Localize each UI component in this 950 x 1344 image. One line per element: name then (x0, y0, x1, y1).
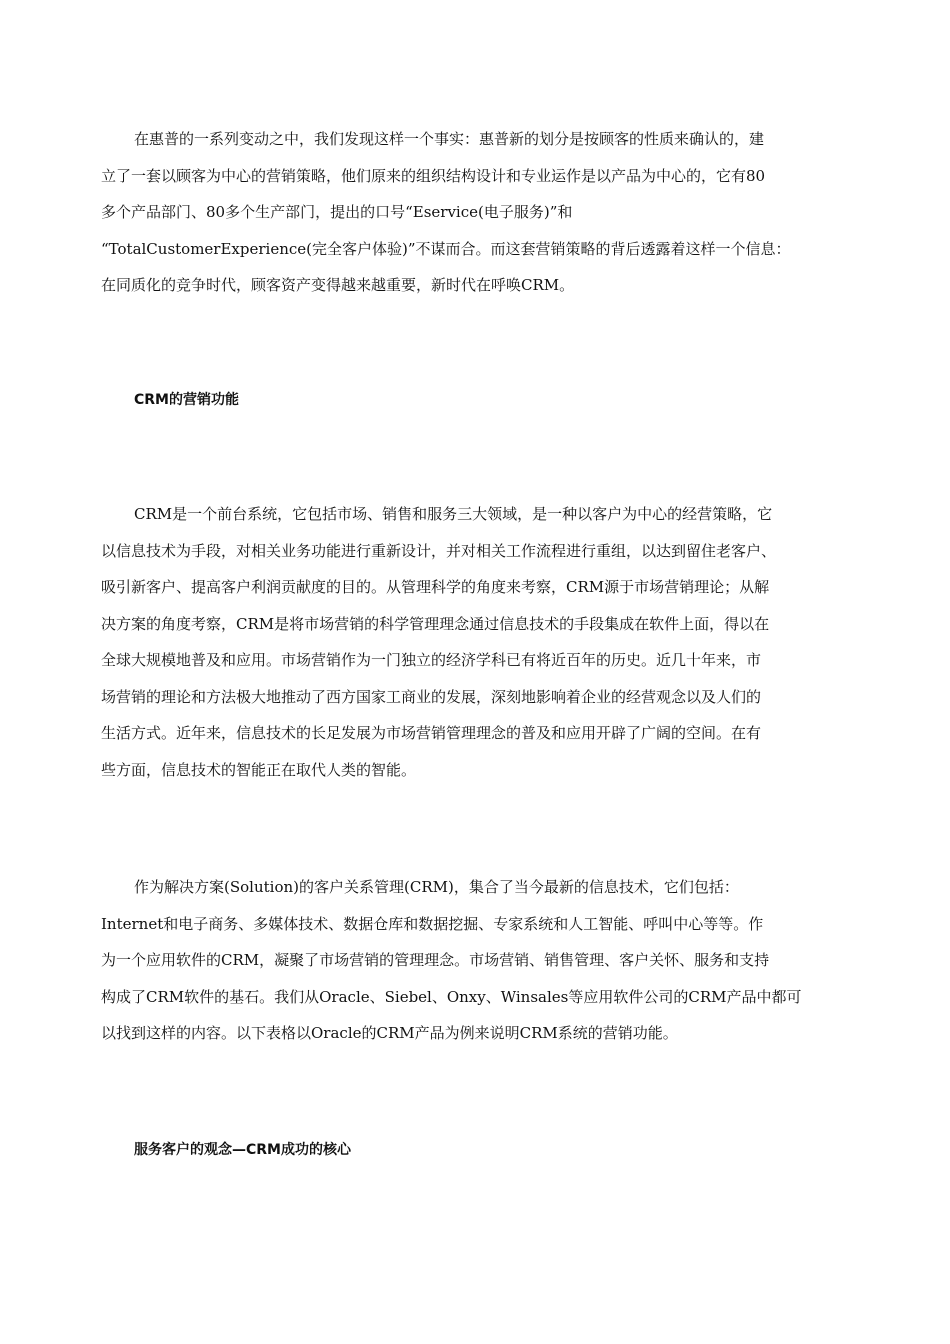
paragraph-line: 些方面，信息技术的智能正在取代人类的智能。 (101, 760, 417, 779)
paragraph-crm-definition (101, 496, 861, 788)
paragraph-line: 立了一套以顾客为中心的营销策略，他们原来的组织结构设计和专业运作是以产品为中心的，它有80 (101, 166, 766, 185)
paragraph-line: 多个产品部门、80多个生产部门，提出的口号“Eservice(电子服务)”和 (101, 203, 573, 221)
paragraph-line: 在惠普的一系列变动之中，我们发现这样一个事实：惠普新的划分是按顾客的性质来确认的，建 (134, 130, 765, 148)
paragraph-line: 吸引新客户、提高客户利润贡献度的目的。从管理科学的角度来考察，CRM源于市场营销理论；从解 (101, 578, 770, 596)
paragraph-line: “TotalCustomerExperience(完全客户体验)”不谋而合。而这套营销策略的背后透露着这样一个信息： (101, 239, 791, 258)
paragraph-line: 场营销的理论和方法极大地推动了西方国家工商业的发展，深刻地影响着企业的经营观念以及人们的 (101, 687, 762, 706)
section-heading-crm-marketing: CRM的营销功能 (134, 392, 239, 408)
section-heading-customer-service: 服务客户的观念—CRM成功的核心 (134, 1142, 351, 1158)
paragraph-crm-solution (101, 869, 861, 1052)
paragraph-line: 决方案的角度考察，CRM是将市场营销的科学管理理念通过信息技术的手段集成在软件上面，得以在 (101, 614, 770, 633)
paragraph-line: 作为解决方案(Solution)的客户关系管理(CRM)，集合了当今最新的信息技术，它们包括： (134, 878, 739, 896)
paragraph-line: 构成了CRM软件的基石。我们从Oracle、Siebel、Onxy、Winsales等应用软件公司的CRM产品中都可 (101, 987, 802, 1006)
paragraph-line: 为一个应用软件的CRM，凝聚了市场营销的管理理念。市场营销、销售管理、客户关怀、服务和支持 (101, 951, 770, 969)
paragraph-line: 在同质化的竞争时代，顾客资产变得越来越重要，新时代在呼唤CRM。 (101, 276, 575, 294)
paragraph-line: Internet和电子商务、多媒体技术、数据仓库和数据挖掘、专家系统和人工智能、呼叫中心等等。作 (101, 914, 764, 933)
paragraph-line: 生活方式。近年来，信息技术的长足发展为市场营销管理理念的普及和应用开辟了广阔的空间。在有 (101, 724, 762, 742)
paragraph-line: 以信息技术为手段，对相关业务功能进行重新设计，并对相关工作流程进行重组，以达到留住老客户、 (101, 541, 777, 560)
paragraph-hp-restructuring (101, 121, 861, 304)
paragraph-line: 以找到这样的内容。以下表格以Oracle的CRM产品为例来说明CRM系统的营销功能。 (101, 1024, 678, 1042)
paragraph-line: 全球大规模地普及和应用。市场营销作为一门独立的经济学科已有将近百年的历史。近几十年来，市 (101, 651, 762, 669)
paragraph-line: CRM是一个前台系统，它包括市场、销售和服务三大领域，是一种以客户为中心的经营策略，它 (134, 505, 773, 523)
